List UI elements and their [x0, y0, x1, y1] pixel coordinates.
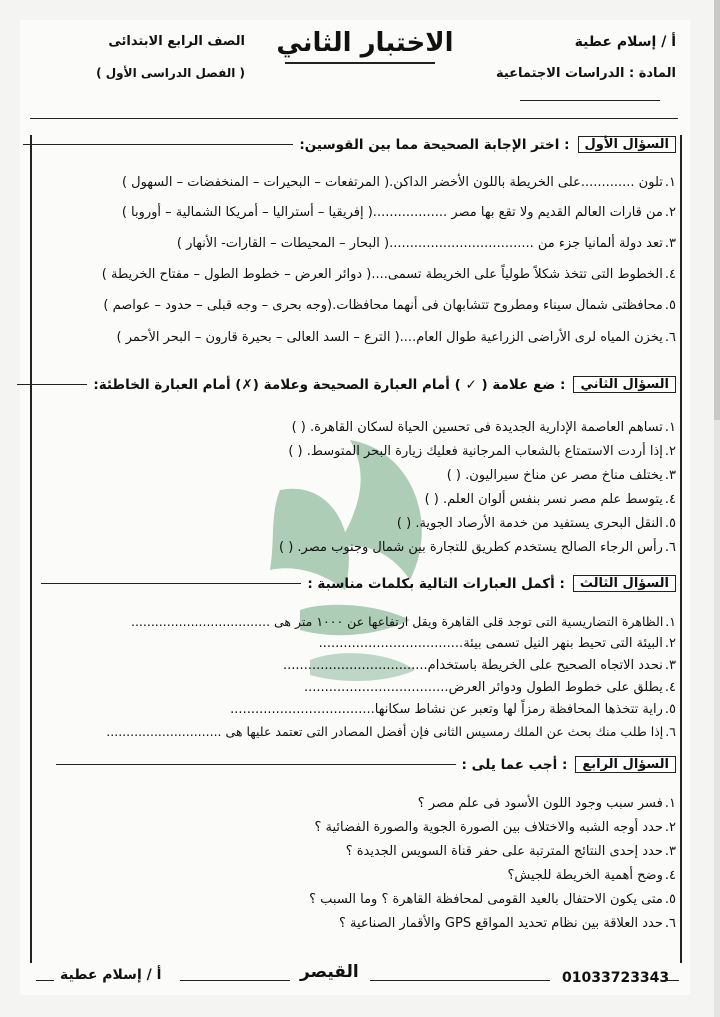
q3-item: ٦.إذا طلب منك بحث عن الملك رمسيس الثانى فإن أفضل المصادر التى تعتمد عليها هى ............................. — [106, 724, 676, 739]
q2-item: ٢.إذا أردت الاستمتاع بالشعاب المرجانية فعليك زيارة البحر المتوسط. ( ) — [288, 444, 676, 459]
q4-item: ٦.حدد العلاقة بين نظام تحديد المواقع GPS والأقمار الصناعية ؟ — [338, 916, 676, 931]
footer-rule-mid-left — [180, 980, 290, 981]
q1-item: ٣.تعد دولة ألمانيا جزء من ...................................( البحار – المحيطات – القارات- الأنهار ) — [176, 236, 676, 251]
q3-item: ٤.يطلق على خطوط الطول ودوائر العرض................................... — [303, 680, 676, 695]
q3-item: ٢.البيئة التى تحيط بنهر النيل تسمى بيئة................................... — [318, 636, 676, 651]
q2-item: ٤.يتوسط علم مصر نسر بنفس ألوان العلم. ( ) — [424, 492, 676, 507]
footer-rule-right — [665, 980, 679, 981]
exam-title: الاختبار الثاني — [276, 28, 454, 58]
q3-item: ١.الظاهرة التضاريسية التى توجد قلى القاهرة ويقل ارتفاعها عن ١٠٠٠ متر هى ................................... — [130, 614, 676, 629]
footer-rule-mid-right — [370, 980, 550, 981]
q2-label: السؤال الثاني — [573, 376, 676, 393]
q4-instruction: : أجب عما يلى : — [461, 756, 568, 773]
q2-instruction: : ضع علامة ( ✓ ) أمام العبارة الصحيحة وعلامة (✗) أمام العبارة الخاطئة: — [93, 376, 566, 393]
q4-item: ١.فسر سبب وجود اللون الأسود فى علم مصر ؟ — [417, 796, 676, 811]
grade-label: الصف الرابع الابتدائى — [108, 34, 245, 49]
q4-item: ٢.حدد أوجه الشبه والاختلاف بين الصورة الجوية والصورة الفضائية ؟ — [314, 820, 676, 835]
subject-underline — [520, 100, 660, 101]
footer-rule-left — [36, 980, 54, 981]
q2-item: ٥.النقل البحرى يستفيد من خدمة الأرصاد الجوية. ( ) — [396, 516, 676, 531]
q1-item: ٤.الخطوط التى تتخذ شكلاً طولياً على الخريطة تسمى....( دوائر العرض – خطوط الطول – مفتاح الخريطة ) — [101, 267, 676, 282]
q2-item: ١.تساهم العاصمة الإدارية الجديدة فى تحسين الحياة لسكان القاهرة. ( ) — [291, 420, 676, 435]
q1-rule — [23, 144, 293, 145]
q4-item: ٣.حدد إحدى النتائج المترتبة على حفر قناة السويس الجديدة ؟ — [345, 844, 676, 859]
footer-phone: 01033723343 — [562, 970, 670, 986]
q4-rule — [56, 764, 456, 765]
title-underline — [285, 62, 435, 64]
q1-item: ١.تلون .............على الخريطة باللون الأخضر الداكن.( المرتفعات – البحيرات – المنخفضات – السهول ) — [121, 175, 676, 190]
scrollbar[interactable] — [714, 0, 720, 1017]
q4-item: ٤.وضح أهمية الخريطة للجيش؟ — [507, 868, 676, 883]
term-label: ( الفصل الدراسى الأول ) — [96, 66, 245, 80]
teacher-name: أ / إسلام عطية — [574, 34, 676, 50]
q3-rule — [41, 583, 301, 584]
q3-heading — [41, 575, 676, 592]
footer-teacher: أ / إسلام عطية — [60, 967, 162, 983]
q3-instruction: : أكمل العبارات التالية بكلمات مناسبة : — [307, 575, 565, 592]
q3-label: السؤال الثالث — [573, 575, 676, 592]
q4-label: السؤال الرابع — [575, 756, 676, 773]
q1-item: ٥.محافظتى شمال سيناء ومطروح تتشابهان فى أنهما محافظات.(وجه بحرى – وجه قبلى – حدود – عواصم ) — [103, 298, 676, 313]
q3-item: ٣.نحدد الاتجاه الصحيح على الخريطة باستخدام................................... — [283, 658, 676, 673]
footer-brand: القيصر — [300, 962, 359, 982]
q1-instruction: : اختر الإجابة الصحيحة مما بين القوسين: — [299, 136, 570, 153]
q2-item: ٦.رأس الرجاء الصالح يستخدم كطريق للتجارة بين شمال وجنوب مصر. ( ) — [279, 540, 676, 555]
q2-heading — [17, 376, 676, 393]
subject-line: المادة : الدراسات الاجتماعية — [495, 66, 676, 81]
q1-label: السؤال الأول — [578, 136, 676, 153]
leaf-watermark-icon — [240, 420, 460, 720]
q2-rule — [17, 384, 87, 385]
scrollbar-thumb[interactable] — [714, 0, 720, 420]
q4-heading — [56, 756, 676, 773]
q2-item: ٣.يختلف مناخ مصر عن مناخ سيراليون. ( ) — [446, 468, 676, 483]
q4-item: ٥.متى يكون الاحتفال بالعيد القومى لمحافظة القاهرة ؟ وما السبب ؟ — [309, 892, 676, 907]
q1-item: ٦.يخزن المياه لرى الأراضى الزراعية طوال العام....( الترع – السد العالى – بحيرة قارون – البحر الأحمر ) — [116, 330, 676, 345]
q1-heading — [23, 136, 676, 153]
q1-item: ٢.من قارات العالم القديم ولا تقع بها مصر ..................( إفريقيا – أستراليا – أمريكا الشمالية – أوروبا ) — [121, 205, 676, 220]
header-divider — [30, 118, 678, 119]
q3-item: ٥.راية تتخذها المحافظة رمزاً لها وتعبر عن نشاط سكانها................................... — [230, 702, 676, 717]
